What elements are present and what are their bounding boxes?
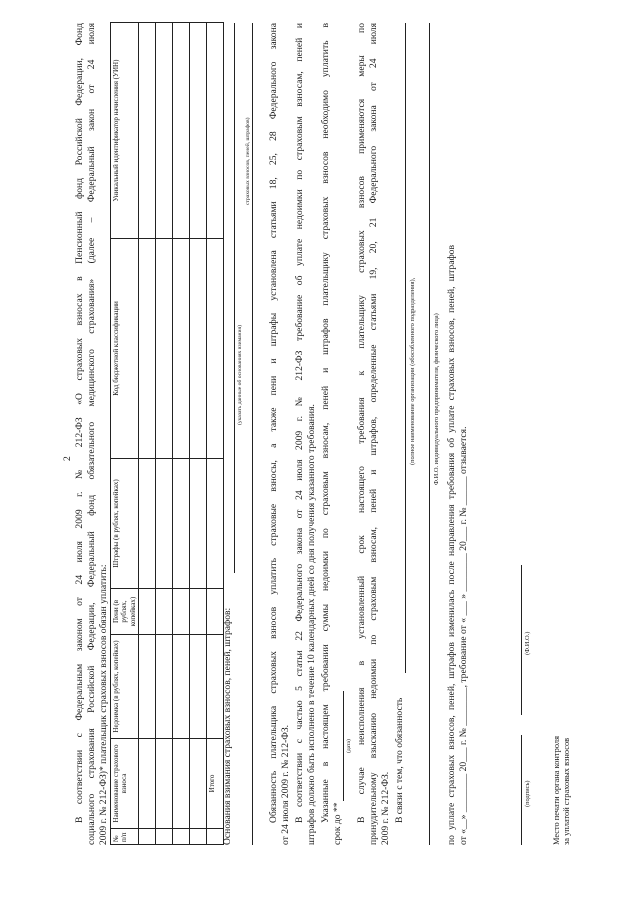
col-uin-header: Уникальный идентификатор начисления (УИН) [111,23,139,239]
grounds-caption-1: (указать данные об основаниях взимания) [237,325,243,425]
stamp-line-2: за уплатой страховых взносов [562,737,571,845]
connection-line-2 [429,23,430,845]
obligation-line-1: Обязанность плательщика страховых взносов уплатить страховые взносы, а также пени и штрафы установлена статьями 18, 25, 28 Федерального закона [268,23,279,823]
table-row [139,23,156,845]
table-row [190,23,207,845]
col-contribution-header: Наименование страхового взноса [111,739,139,829]
intro-line-3: 2009 г. № 212-ФЗ)* плательщик страховых взносов обязан уплатить: [98,564,109,845]
obligations-table [110,22,224,845]
connection-line [405,23,406,673]
grounds-label: Основания взимания страховых взносов, пеней, штрафов: [222,607,233,845]
col-kbk-header: Код бюджетной классификации [111,239,139,459]
col-fines-header: Штрафы (в рублях, копейках) [111,459,139,589]
connection-caption-person: Ф.И.О. индивидуального предпринимателя, физического лица) [433,313,440,485]
signature-caption: (подпись) [524,780,531,807]
date-caption: (дата) [346,739,352,753]
col-arrears-header: Недоимка (в рублях, копейках) [111,635,139,739]
enforcement-line-1: В случае неисполнения в установленный срок настоящего требования к плательщику страховых взносов применяются меры по [356,23,367,823]
name-line [521,565,522,715]
grounds-line [234,23,235,573]
changed-line-1: по уплате страховых взносов, пеней, штрафов изменилась после направления требования об уплате страховых взносов, пеней, штрафов [446,245,457,845]
intro-line-1: В соответствии с Федеральным законом от 24 июля 2009 г. № 212-ФЗ «О страховых взносах в Пенсионный фонд Российской Федерации, Фонд [74,23,85,823]
stamp-line-1: Место печати органа контроля [552,736,561,845]
art22-line-2: штрафов должно быть исполнено в течение 10 календарных дней со дня получения указанного требования. [306,404,317,845]
table-row [173,23,190,845]
connection-caption-org: (полное наименование организации (обособленного подразделения), [409,277,416,465]
obligation-line-2: от 24 июля 2009 г. № 212-ФЗ. [280,724,291,845]
col-penalties-header: Пени (в рублях, копейках) [111,589,139,635]
deadline-line-2: срок до ** [332,802,343,845]
table-row [156,23,173,845]
intro-line-2: социального страхования Российской Федерации, Федеральный фонд обязательного медицинского страхования» (далее – Федеральный закон от 24 июля [86,23,97,845]
page-number: 2 [62,456,73,461]
name-caption: (Ф.И.О.) [524,631,531,655]
enforcement-line-3: 2009 г. № 212-ФЗ. [380,771,391,845]
art22-line-1: В соответствии с частью 5 статьи 22 Федерального закона от 24 июля 2009 г. № 212-ФЗ требование об уплате недоимки по страховым взносам, пеней и [294,23,305,823]
changed-line-2: от «__» ________ 20___ г. № ________, требование от « ___ » ________ 20___ г. № ______ отзывается. [458,426,469,845]
connection-prefix: В связи с тем, что обязанность [394,697,405,823]
col-number-header: № п/п [111,829,139,845]
enforcement-line-2: принудительному взысканию недоимки по страховым взносам, пеней и штрафов, определенные статьями 19, 20, 21 Федерального закона от 24 июля [368,23,379,845]
signature-line [521,735,522,845]
deadline-line-1: Указанные в настоящем требовании суммы недоимки по страховым взносам, пеней и штрафов плательщику страховых взносов необходимо уплатить в [320,23,331,823]
total-label: Итого [207,739,224,829]
grounds-line-2 [252,23,253,845]
grounds-caption-2: страховых взносов, пеней, штрафов) [245,117,251,205]
deadline-date-line [343,691,344,801]
